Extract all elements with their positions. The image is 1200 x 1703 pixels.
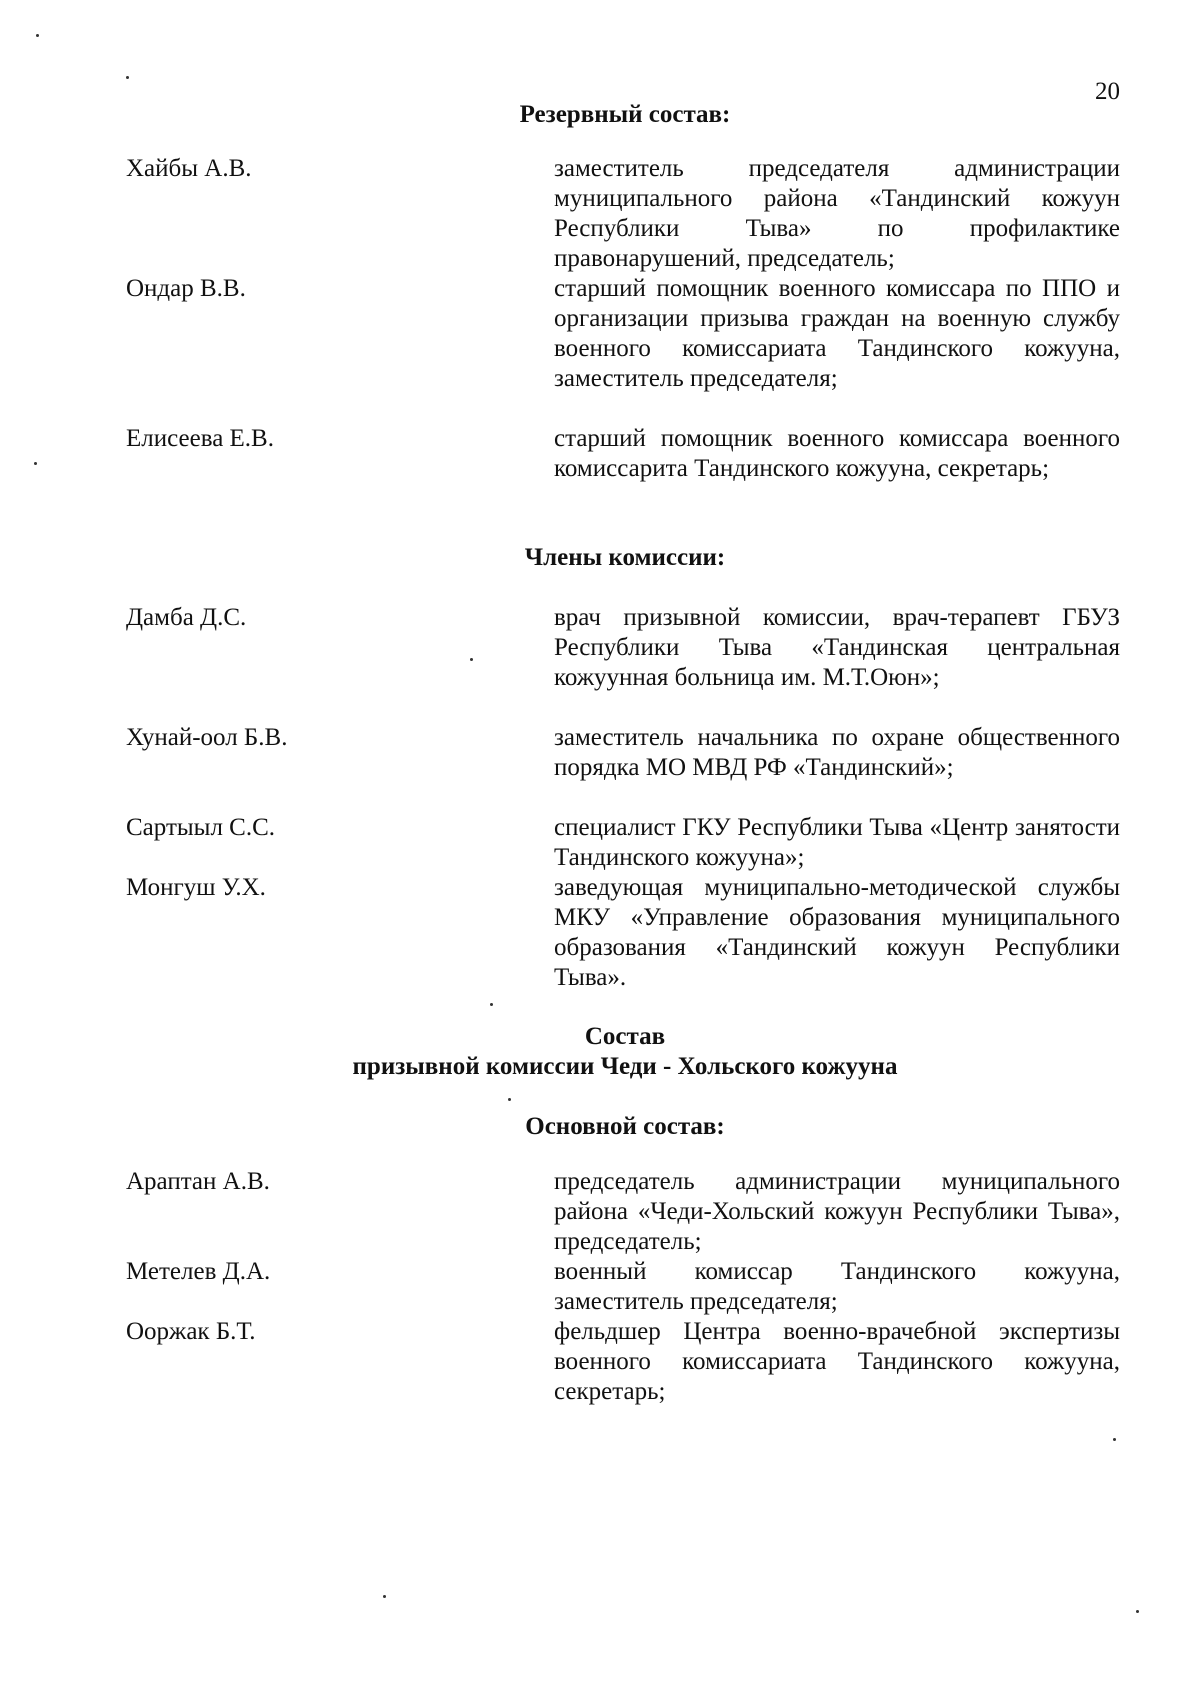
member-role: фельдшер Центра военно-врачебной экспертизы военного комиссариата Тандинского кожууна, секретарь; [554,1318,1120,1405]
member-role: старший помощник военного комиссара по ППО и организации призыва граждан на военную службу военного комиссариата Тандинского кожууна, заместитель председателя; [554,275,1120,392]
member-name: Дамба Д.С. [126,604,247,631]
member-role: врач призывной комиссии, врач-терапевт ГБУЗ Республики Тыва «Тандинская центральная кожуунная больница им. М.Т.Оюн»; [554,604,1120,691]
main-heading: Основной состав: [525,1113,725,1140]
member-role: заместитель начальника по охране общественного порядка МО МВД РФ «Тандинский»; [554,724,1120,781]
scan-speck [34,462,37,465]
member-role: старший помощник военного комиссара военного комиссарита Тандинского кожууна, секретарь; [554,425,1120,482]
member-name: Сартыыл С.С. [126,814,276,841]
member-name: Араптан А.В. [126,1168,270,1195]
member-name: Елисеева Е.В. [126,425,274,452]
scan-speck [383,1595,386,1598]
member-name: Хунай-оол Б.В. [126,724,288,751]
members-heading: Члены комиссии: [524,544,726,571]
page-number: 20 [1095,78,1120,105]
member-name: Монгуш У.Х. [126,874,266,901]
member-name: Метелев Д.А. [126,1258,271,1285]
member-role: заместитель председателя администрации муниципального района «Тандинский кожуун Республики Тыва» по профилактике правонарушений, председатель; [554,155,1120,272]
scan-speck [508,1098,511,1101]
scan-speck [470,658,473,661]
member-name: Хайбы А.В. [126,155,252,182]
scan-speck [1113,1438,1116,1441]
member-role: военный комиссар Тандинского кожууна, заместитель председателя; [554,1258,1120,1315]
scan-speck [490,1003,493,1006]
composition-title: Состав [584,1023,666,1050]
member-name: Ондар В.В. [126,275,246,302]
member-role: председатель администрации муниципального района «Чеди-Хольский кожуун Республики Тыва», председатель; [554,1168,1120,1255]
scan-speck [36,34,39,37]
member-role: специалист ГКУ Республики Тыва «Центр занятости Тандинского кожууна»; [554,814,1120,871]
member-name: Ооржак Б.Т. [126,1318,256,1345]
scan-speck [126,76,129,79]
composition-subtitle: призывной комиссии Чеди - Хольского кожууна [352,1053,898,1080]
scan-speck [1136,1610,1139,1613]
reserve-heading: Резервный состав: [519,101,731,128]
member-role: заведующая муниципально-методической службы МКУ «Управление образования муниципального образования «Тандинский кожуун Республики Тыва». [554,874,1120,991]
